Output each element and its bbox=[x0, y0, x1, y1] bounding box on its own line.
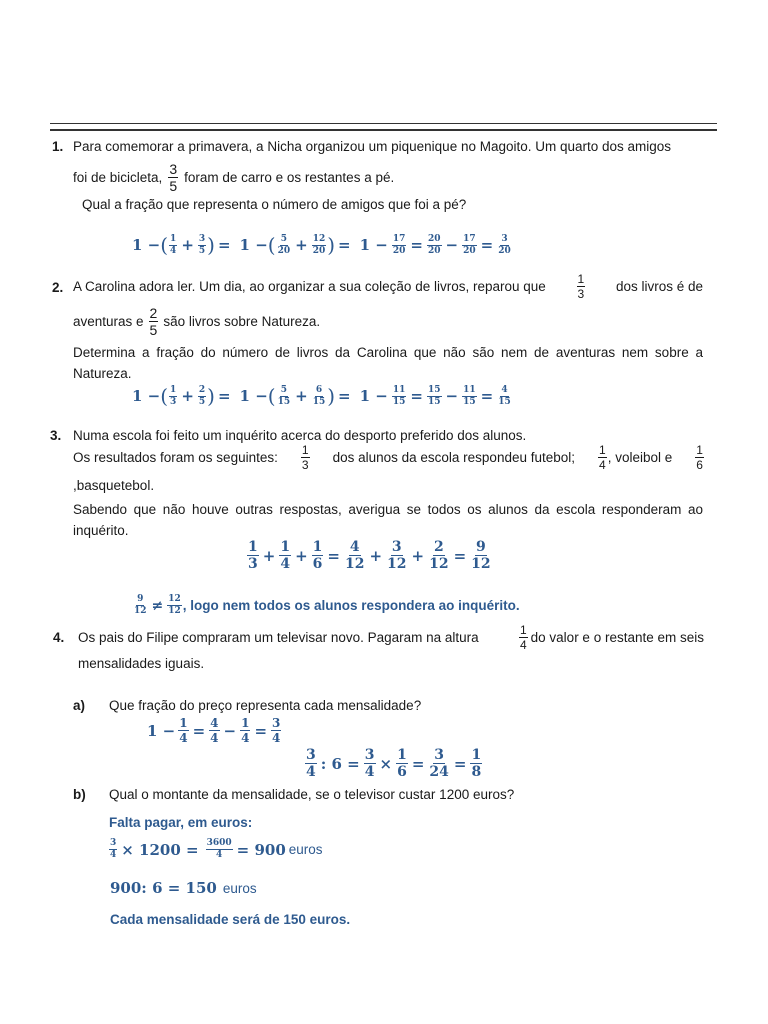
q1-answer-equation: 1 − ( $\frac{1}{4}$ + $\frac{3}{5}$ ) = 1 − ( $\frac{5}{20}$ + $\frac{12}{20}$ ) = 1 − $\frac{17}{20}$ = $\frac{20}{20}$ − $\frac{17}{20}$ = $\frac{3}{20}$ bbox=[132, 233, 511, 257]
q2-line1-post: dos livros é de bbox=[615, 279, 703, 294]
q4-number: 4. bbox=[53, 630, 65, 645]
q3-question: Sabendo que não houve outras respostas, averigua se todos os alunos da escola responderam ao inquérito. bbox=[73, 502, 703, 538]
q4b-answer-eq2: 900: 6 = 150 euros bbox=[110, 879, 257, 897]
q4-line1 bbox=[78, 624, 704, 651]
q2-line1-pre: A Carolina adora ler. Um dia, ao organizar a sua coleção de livros, reparou que bbox=[73, 279, 546, 294]
q2-line2 bbox=[73, 306, 320, 337]
q4b-label: b) bbox=[73, 787, 86, 802]
q1-question: Qual a fração que representa o número de amigos que foi a pé? bbox=[82, 197, 467, 212]
q3-fraction3: $\frac{1}{6}$ bbox=[696, 443, 703, 472]
q4a-answer-eq2: $\frac{3}{4}$ : 6 = $\frac{3}{4}$ × $\frac{1}{6}$ = $\frac{3}{24}$ = $\frac{1}{8}$ bbox=[306, 747, 482, 780]
q4-line2: mensalidades iguais. bbox=[78, 656, 205, 671]
top-rule bbox=[50, 123, 717, 131]
q3-line2 bbox=[73, 444, 705, 471]
q4b-text: Qual o montante da mensalidade, se o televisor custar 1200 euros? bbox=[109, 787, 515, 802]
q4-fraction: $\frac{1}{4}$ bbox=[519, 623, 527, 652]
q4b-euros1: euros bbox=[288, 842, 323, 857]
q2-question: Determina a fração do número de livros da Carolina que não são nem de aventuras nem sobre a Natureza. bbox=[73, 345, 703, 381]
q2-line2-pre: aventuras e bbox=[73, 314, 144, 329]
q4a-text: Que fração do preço representa cada mensalidade? bbox=[109, 698, 422, 713]
q3-number: 3. bbox=[50, 428, 62, 443]
q3-line2-mid1: dos alunos da escola respondeu futebol; bbox=[332, 450, 576, 465]
q2-number: 2. bbox=[52, 280, 64, 295]
q3-line2-pre: Os resultados foram os seguintes: bbox=[73, 450, 278, 465]
q1-line2 bbox=[73, 162, 394, 193]
q1-line2-post: foram de carro e os restantes a pé. bbox=[184, 170, 395, 185]
q3-line2-mid2: , voleibol e bbox=[607, 450, 673, 465]
q3-answer-equation: $\frac{1}{3}$ + $\frac{1}{4}$ + $\frac{1}{6}$ = $\frac{4}{12}$ + $\frac{3}{12}$ + $\frac{2}{12}$ = $\frac{9}{12}$ bbox=[248, 539, 491, 572]
q3-fraction1: $\frac{1}{3}$ bbox=[301, 443, 309, 472]
q2-answer-equation: 1 − ( $\frac{1}{3}$ + $\frac{2}{5}$ ) = 1 − ( $\frac{5}{15}$ + $\frac{6}{15}$ ) = 1 − $\frac{11}{15}$ = $\frac{15}{15}$ − $\frac{11}{15}$ = $\frac{4}{15}$ bbox=[132, 384, 511, 408]
q4-line1-pre: Os pais do Filipe compraram um televisar novo. Pagaram na altura bbox=[78, 630, 479, 645]
q4b-answer-eq1: $\frac{3}{4}$ × 1200 = $\frac{3600}{4}$ = 900 euros bbox=[110, 838, 323, 860]
q3-fraction2: $\frac{1}{4}$ bbox=[599, 443, 606, 472]
q2-fraction1: $\frac{1}{3}$ bbox=[577, 272, 585, 301]
q4-line1-post: do valor e o restante em seis bbox=[530, 630, 704, 645]
q2-line2-post: são livros sobre Natureza. bbox=[163, 314, 321, 329]
q3-conclusion-text: , logo nem todos os alunos respondera ao inquérito. bbox=[182, 598, 520, 613]
q4b-final: Cada mensalidade será de 150 euros. bbox=[110, 912, 351, 927]
q3-line3: ,basquetebol. bbox=[73, 478, 155, 493]
q1-line1: Para comemorar a primavera, a Nicha organizou um piquenique no Magoito. Um quarto dos amigos bbox=[73, 139, 672, 154]
q1-line2-pre: foi de bicicleta, bbox=[73, 170, 163, 185]
q4a-label: a) bbox=[73, 698, 86, 713]
q1-number: 1. bbox=[52, 139, 64, 154]
q3-conclusion: $\frac{9}{12}$ ≠ $\frac{12}{12}$ , logo nem todos os alunos respondera ao inquérito. bbox=[134, 594, 520, 616]
q4b-euros2: euros bbox=[222, 880, 257, 896]
q3-line1: Numa escola foi feito um inquérito acerca do desporto preferido dos alunos. bbox=[73, 428, 527, 443]
q1-fraction: $\frac{3}{5}$ bbox=[169, 161, 178, 194]
q4b-falta: Falta pagar, em euros: bbox=[109, 815, 253, 830]
q2-line1 bbox=[73, 273, 703, 300]
q2-fraction2: $\frac{2}{5}$ bbox=[149, 305, 158, 338]
q4a-answer-eq1: 1 − $\frac{1}{4}$ = $\frac{4}{4}$ − $\frac{1}{4}$ = $\frac{3}{4}$ bbox=[147, 716, 281, 745]
